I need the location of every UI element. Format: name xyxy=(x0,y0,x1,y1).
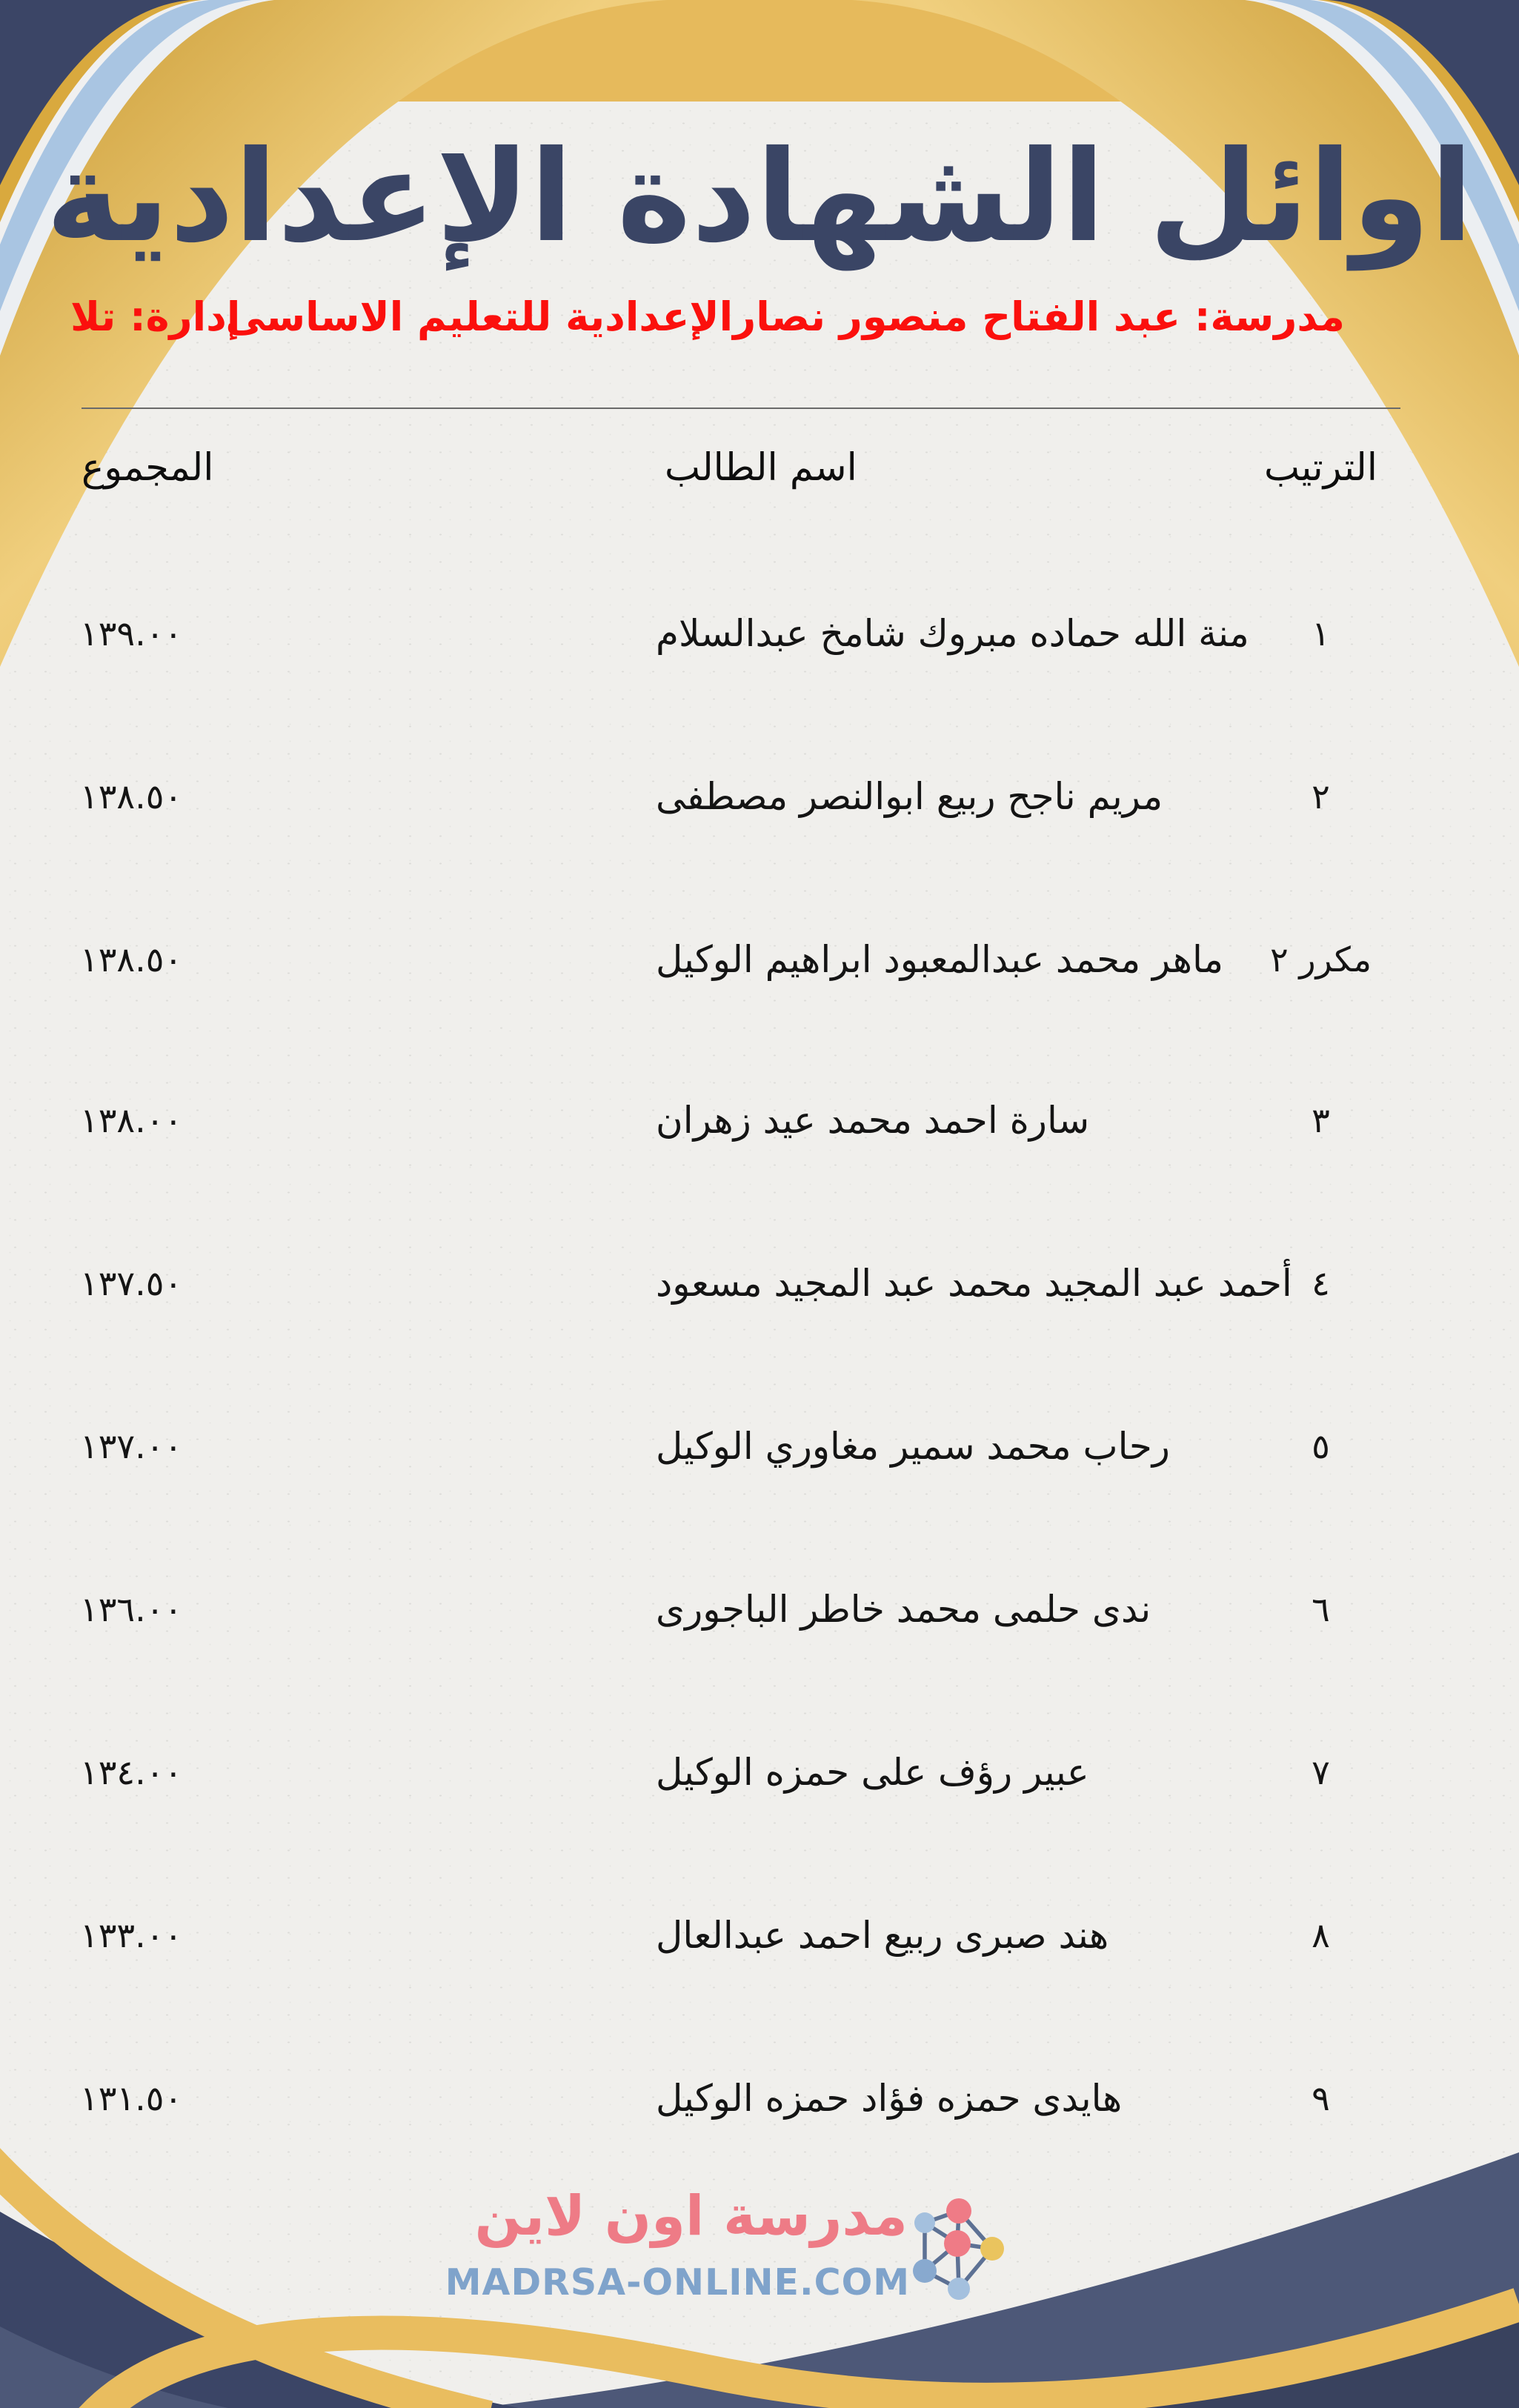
row-rank: ٦ xyxy=(1312,1589,1330,1629)
row-student-name: أحمد عبد المجيد محمد عبد المجيد مسعود xyxy=(656,1262,1292,1305)
table-header xyxy=(0,439,1519,498)
table-row xyxy=(0,1580,1519,1639)
row-student-name: مريم ناجح ربيع ابوالنصر مصطفى xyxy=(656,775,1163,818)
row-rank: ١ xyxy=(1312,613,1330,653)
table-row xyxy=(0,1743,1519,1802)
network-molecule-icon xyxy=(910,2190,1014,2309)
row-rank: ٨ xyxy=(1312,1915,1330,1955)
row-student-name: هند صبرى ربيع احمد عبدالعال xyxy=(656,1914,1109,1957)
row-total: ١٣٨.٠٠ xyxy=(80,1100,183,1140)
column-header-total: المجموع xyxy=(82,446,214,490)
table-row xyxy=(0,1906,1519,1965)
row-student-name: ندى حلمى محمد خاطر الباجورى xyxy=(656,1588,1151,1631)
row-total: ١٣٦.٠٠ xyxy=(80,1589,183,1629)
page-title: اوائل الشهادة الإعدادية xyxy=(45,124,1474,270)
table-row xyxy=(0,930,1519,989)
row-total: ١٣٩.٠٠ xyxy=(80,613,183,653)
row-student-name: ماهر محمد عبدالمعبود ابراهيم الوكيل xyxy=(656,938,1223,981)
row-rank: ٧ xyxy=(1312,1752,1330,1792)
table-row xyxy=(0,2069,1519,2128)
header-divider xyxy=(82,408,1400,409)
row-total: ١٣٧.٠٠ xyxy=(80,1426,183,1466)
row-rank: ٩ xyxy=(1312,2078,1330,2118)
row-rank: ٤ xyxy=(1312,1263,1330,1303)
row-total: ١٣٧.٥٠ xyxy=(80,1263,183,1303)
row-rank: ٥ xyxy=(1312,1426,1330,1466)
row-total: ١٣١.٥٠ xyxy=(80,2078,183,2118)
row-student-name: عبير رؤف على حمزه الوكيل xyxy=(656,1751,1089,1794)
row-student-name: هايدى حمزه فؤاد حمزه الوكيل xyxy=(656,2077,1123,2120)
brand-domain: MADRSA-ONLINE.COM xyxy=(445,2261,910,2304)
row-total: ١٣٨.٥٠ xyxy=(80,939,183,980)
row-total: ١٣٨.٥٠ xyxy=(80,776,183,816)
table-row xyxy=(0,604,1519,663)
table-row xyxy=(0,1091,1519,1150)
column-header-rank: الترتيب xyxy=(1264,446,1377,490)
column-header-name: اسم الطالب xyxy=(665,446,857,490)
row-student-name: منة الله حماده مبروك شامخ عبدالسلام xyxy=(656,612,1249,655)
row-total: ١٣٤.٠٠ xyxy=(80,1752,183,1792)
table-row xyxy=(0,1254,1519,1313)
table-row xyxy=(0,767,1519,826)
table-row xyxy=(0,1417,1519,1476)
row-rank: ٣ xyxy=(1312,1100,1330,1140)
brand-arabic-wordmark: مدرسة اون لاين xyxy=(474,2184,908,2248)
admin-name: إدارة: تلا xyxy=(70,293,241,340)
row-total: ١٣٣.٠٠ xyxy=(80,1915,183,1955)
row-student-name: سارة احمد محمد عيد زهران xyxy=(656,1099,1090,1142)
school-name: مدرسة: عبد الفتاح منصور نصارالإعدادية للتعليم الاساسى xyxy=(225,293,1345,340)
row-student-name: رحاب محمد سمير مغاوري الوكيل xyxy=(656,1425,1170,1468)
row-rank: ٢ xyxy=(1312,776,1330,816)
row-rank: مكرر ٢ xyxy=(1270,939,1372,980)
